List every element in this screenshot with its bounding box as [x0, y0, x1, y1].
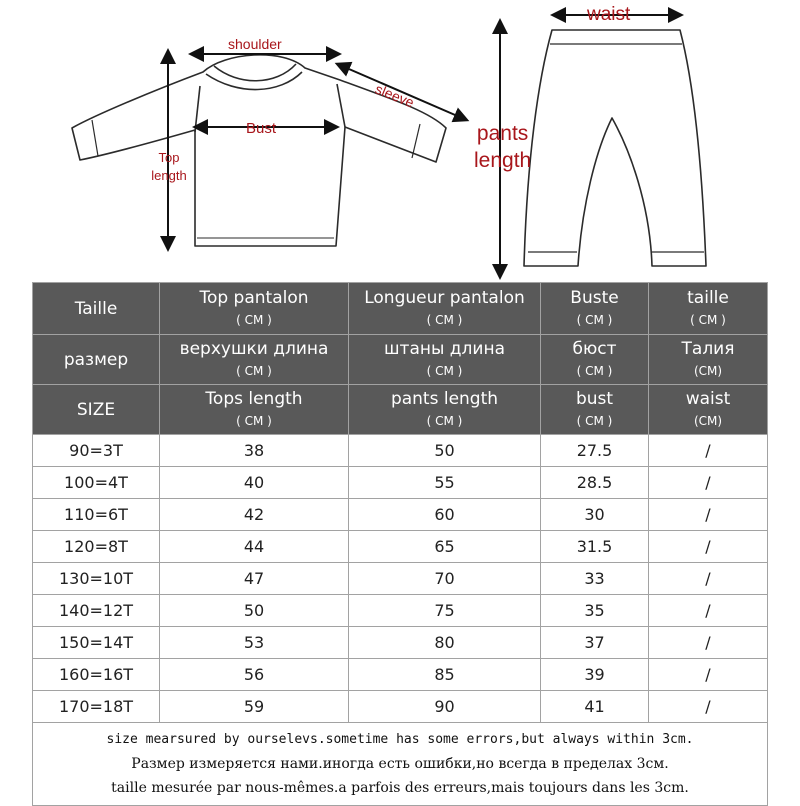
value-cell: 47 [160, 563, 349, 595]
value-cell: 30 [541, 499, 649, 531]
notes-row [33, 723, 768, 806]
size-cell: 170=18T [33, 691, 160, 723]
header-row-label: SIZE [33, 385, 160, 435]
value-cell: / [649, 499, 768, 531]
value-cell: 33 [541, 563, 649, 595]
value-cell: 53 [160, 627, 349, 659]
value-cell: 44 [160, 531, 349, 563]
top-length-label-line1: Top [158, 150, 180, 165]
value-cell: 60 [349, 499, 541, 531]
value-cell: / [649, 563, 768, 595]
header-cell: pants length ( CM ) [349, 385, 541, 435]
note-french: taille mesurée par nous-mêmes.a parfois des erreurs,mais toujours dans les 3cm. [111, 780, 689, 796]
waist-label: waist [587, 4, 631, 25]
table-row [33, 467, 768, 499]
value-cell: / [649, 691, 768, 723]
value-cell: 28.5 [541, 467, 649, 499]
value-cell: 59 [160, 691, 349, 723]
header-cell: bust ( CM ) [541, 385, 649, 435]
measurement-arrows [168, 15, 676, 272]
table-row [33, 627, 768, 659]
value-cell: 85 [349, 659, 541, 691]
header-cell: Талия (CM) [649, 335, 768, 385]
sleeve-label: sleeve [373, 80, 417, 111]
header-cell: Longueur pantalon ( CM ) [349, 283, 541, 335]
value-cell: 41 [541, 691, 649, 723]
header-cell: бюст ( CM ) [541, 335, 649, 385]
value-cell: / [649, 531, 768, 563]
value-cell: 38 [160, 435, 349, 467]
garment-illustration [0, 0, 800, 282]
value-cell: 40 [160, 467, 349, 499]
value-cell: 56 [160, 659, 349, 691]
note-russian: Размер измеряется нами.иногда есть ошибки,но всегда в пределах 3см. [131, 756, 669, 772]
value-cell: 55 [349, 467, 541, 499]
table-row [33, 531, 768, 563]
value-cell: 75 [349, 595, 541, 627]
table-row [33, 499, 768, 531]
value-cell: 80 [349, 627, 541, 659]
value-cell: 42 [160, 499, 349, 531]
top-length-label-line2: length [151, 168, 187, 183]
size-cell: 110=6T [33, 499, 160, 531]
header-cell: taille ( CM ) [649, 283, 768, 335]
measurement-diagram [0, 0, 800, 282]
table-row [33, 435, 768, 467]
table-row [33, 659, 768, 691]
value-cell: 27.5 [541, 435, 649, 467]
value-cell: / [649, 627, 768, 659]
value-cell: / [649, 659, 768, 691]
header-cell: штаны длина ( CM ) [349, 335, 541, 385]
size-cell: 150=14T [33, 627, 160, 659]
top-length-label [148, 149, 190, 185]
table-row [33, 691, 768, 723]
value-cell: 35 [541, 595, 649, 627]
size-cell: 140=12T [33, 595, 160, 627]
header-cell: верхушки длина ( CM ) [160, 335, 349, 385]
table-row [33, 563, 768, 595]
size-cell: 130=10T [33, 563, 160, 595]
value-cell: / [649, 467, 768, 499]
value-cell: 31.5 [541, 531, 649, 563]
value-cell: 65 [349, 531, 541, 563]
value-cell: 90 [349, 691, 541, 723]
value-cell: / [649, 435, 768, 467]
notes-cell [33, 723, 768, 806]
header-cell: waist (CM) [649, 385, 768, 435]
size-cell: 100=4T [33, 467, 160, 499]
size-cell: 120=8T [33, 531, 160, 563]
header-cell: Top pantalon ( CM ) [160, 283, 349, 335]
pants-length-label-line2: length [474, 149, 532, 172]
size-chart-table [32, 282, 768, 806]
bust-label: Bust [246, 120, 277, 137]
pants-length-label [474, 120, 531, 174]
shirt-outline [72, 55, 446, 246]
header-row-label: Taille [33, 283, 160, 335]
header-cell: Tops length ( CM ) [160, 385, 349, 435]
shoulder-label: shoulder [228, 36, 282, 52]
value-cell: 50 [160, 595, 349, 627]
header-row-russian [33, 335, 768, 385]
header-row-english [33, 385, 768, 435]
size-cell: 160=16T [33, 659, 160, 691]
note-english: size mearsured by ourselevs.sometime has some errors,but always within 3cm. [106, 732, 694, 747]
pants-length-label-line1: pants [476, 122, 529, 145]
table-row [33, 595, 768, 627]
value-cell: 50 [349, 435, 541, 467]
value-cell: 37 [541, 627, 649, 659]
value-cell: 70 [349, 563, 541, 595]
header-row-french [33, 283, 768, 335]
value-cell: 39 [541, 659, 649, 691]
pants-outline [524, 30, 706, 266]
size-cell: 90=3T [33, 435, 160, 467]
header-cell: Buste ( CM ) [541, 283, 649, 335]
value-cell: / [649, 595, 768, 627]
header-row-label: размер [33, 335, 160, 385]
